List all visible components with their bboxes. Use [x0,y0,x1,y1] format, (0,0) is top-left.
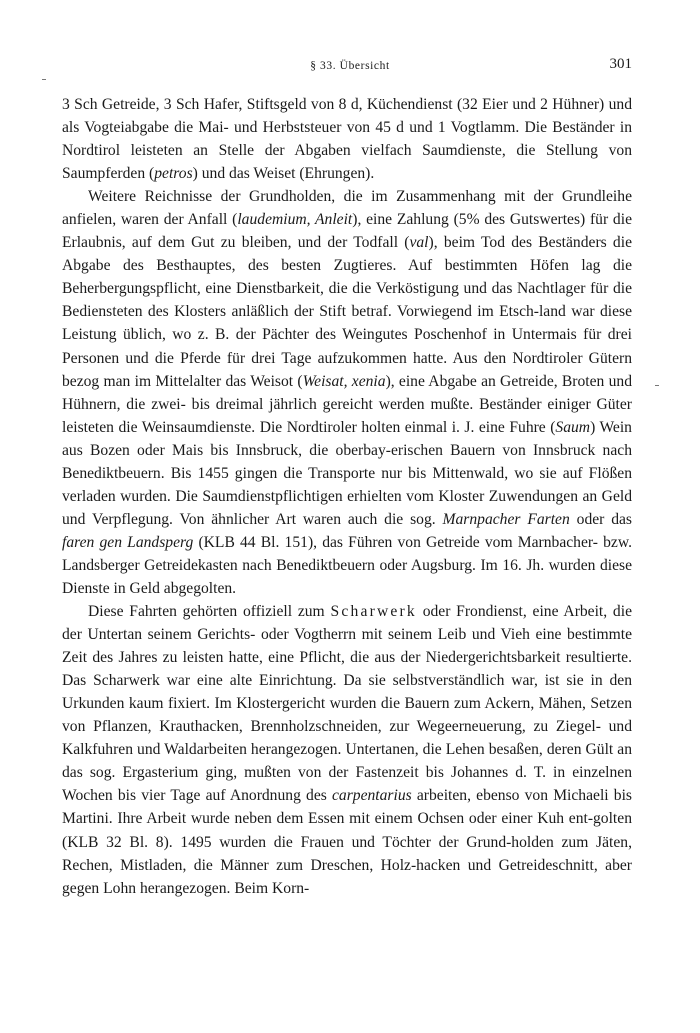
margin-mark [42,79,46,80]
paragraph [62,600,632,900]
paragraph [62,185,632,600]
text-run: Diese Fahrten gehörten offiziell zum [88,603,331,621]
italic-term: carpentarius [332,787,412,805]
text-run: (KLB 44 Bl. 151), das Führen von Getreide vom Marnbacher- bzw. Landsberger Getreidekasten nach Benediktbeuern oder Augsburg. Im 16. Jh. wurden diese Dienste in Geld abgegolten. [62,533,632,597]
paragraph [62,93,632,185]
text-run: ), beim Tod des Beständers die Abgabe des Besthauptes, des besten Zugtieres. Auf bestimmten Höfen lag die Beherbergungspflicht, eine Dienstbarkeit, die die Verköstigung und das Nachtlager für die Bediensteten des Klosters anläßlich der Stift betraf. Vorwiegend im Etsch-land war diese Leistung üblich, wo z. B. der Pächter des Weingutes Poschenhof in Untermais für drei Personen und die Pferde für drei Tage aufzukommen hatte. Aus den Nordtiroler Gütern bezog man im Mittelalter das Weisot ( [62,234,632,390]
italic-term: Saum [555,418,591,436]
italic-term: Weisat, xenia [302,372,386,390]
text-run: arbeiten, ebenso von Michaeli bis Martini. Ihre Arbeit wurde neben dem Essen mit einem Ochsen oder einer Kuh ent-golten (KLB 32 Bl. 8). 1495 wurden die Frauen und Töchter der Grund-holden zum Jäten, Rechen, Mistladen, die Männer zum Dreschen, Holz-hacken und Getreideschnitt, aber gegen Lohn herangezogen. Beim Korn- [62,787,632,897]
text-run: ), eine Abgabe an Getreide, Broten und Hühnern, die zwei- bis dreimal jährlich gereicht werden mußte. Beständer einiger Güter leisteten die Weinsaumdienste. Die Nordtiroler holten einmal i. J. eine Fuhre ( [62,372,633,436]
page-number: 301 [609,56,632,72]
italic-term: petros [154,165,193,183]
text-run: ) Wein aus Bozen oder Mais bis Innsbruck, die oberbay-erischen Bauern von Innsbruck nach Benediktbeuern. Bis 1455 gingen die Transporte nur bis Mittenwald, wo sie auf Flößen verladen wurden. Die Saumdienstpflichtigen erhielten vom Kloster Zuwendungen an Geld und Verpflegung. Von ähnlicher Art waren auch die sog. [62,418,632,528]
italic-term: faren gen Landsperg [62,533,194,551]
text-run: Weitere Reichnisse der Grundholden, die im Zusammenhang mit der Grundleihe anfielen, waren der Anfall ( [62,188,632,229]
text-run: ), eine Zahlung (5% des Gutswertes) für die Erlaubnis, auf dem Gut zu bleiben, und der Todfall ( [62,211,632,252]
section-title: § 33. Übersicht [310,60,390,72]
margin-mark [655,385,659,386]
italic-term: val [409,234,429,252]
text-run: 3 Sch Getreide, 3 Sch Hafer, Stiftsgeld von 8 d, Küchendienst (32 Eier und 2 Hühner) und als Vogteiabgabe die Mai- und Herbststeuer von 45 d und 1 Vogtlamm. Die Beständer in Nordtirol leisteten an Stelle der Abgaben vielfach Saumdienste, die Stellung von Saumpferden ( [62,96,632,183]
spaced-term: Scharwerk [330,603,417,621]
text-run: oder das [569,510,633,528]
body-text [62,93,632,900]
italic-term: laudemium, Anleit [237,211,353,229]
italic-term: Marnpacher Farten [442,510,570,528]
text-run: ) und das Weiset (Ehrungen). [192,165,375,183]
text-run: oder Frondienst, eine Arbeit, die der Untertan seinem Gerichts- oder Vogtherrn mit seinem Leib und Vieh eine bestimmte Zeit des Jahres zu leisten hatte, eine Pflicht, die aus der Niedergerichtsbarkeit resultierte. Das Scharwerk war eine alte Einrichtung. Da sie selbstverständlich war, ist sie in den Urkunden kaum fixiert. Im Klostergericht wurden die Bauern zum Ackern, Mähen, Setzen von Pflanzen, Krauthacken, Brennholzschneiden, zur Wegeerneuerung, zu Ziegel- und Kalkfuhren und Waldarbeiten herangezogen. Untertanen, die Lehen besaßen, deren Gült an das sog. Ergasterium ging, mußten von der Fastenzeit bis Johannes d. T. in einzelnen Wochen bis vier Tage auf Anordnung des [62,603,632,805]
running-head [62,58,638,82]
